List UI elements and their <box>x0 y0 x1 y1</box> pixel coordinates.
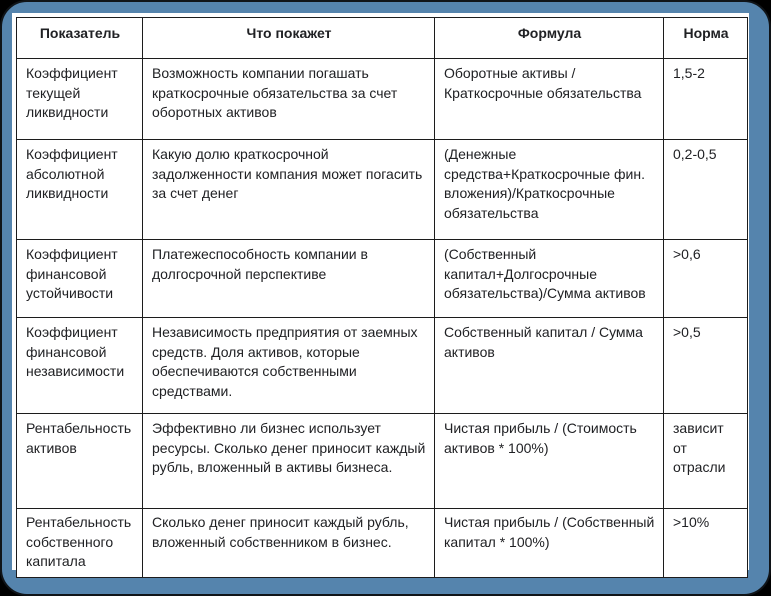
table-row <box>17 318 748 414</box>
financial-indicators-table <box>16 17 748 578</box>
cell-indicator: Коэффициент текущей ликвидности <box>17 59 143 140</box>
cell-formula: (Денежные средства+Краткосрочные фин. вложения)/Краткосрочные обязательства <box>435 140 664 240</box>
header-description: Что покажет <box>143 18 435 59</box>
cell-norm: >0,5 <box>664 318 748 414</box>
cell-formula: Чистая прибыль / (Стоимость активов * 100%) <box>435 414 664 509</box>
header-row <box>17 18 748 59</box>
cell-norm: >10% <box>664 509 748 578</box>
table-card <box>12 13 749 570</box>
cell-norm: >0,6 <box>664 240 748 318</box>
table-row <box>17 509 748 578</box>
cell-formula: Чистая прибыль / (Собственный капитал * 100%) <box>435 509 664 578</box>
cell-formula: Оборотные активы / Краткосрочные обязательства <box>435 59 664 140</box>
cell-formula: Собственный капитал / Сумма активов <box>435 318 664 414</box>
table-row <box>17 140 748 240</box>
cell-norm: 1,5-2 <box>664 59 748 140</box>
header-norm: Норма <box>664 18 748 59</box>
cell-formula: (Собственный капитал+Долгосрочные обязательства)/Сумма активов <box>435 240 664 318</box>
cell-description: Какую долю краткосрочной задолженности компания может погасить за счет денег <box>143 140 435 240</box>
cell-norm: 0,2-0,5 <box>664 140 748 240</box>
table-row <box>17 59 748 140</box>
cell-indicator: Рентабельность активов <box>17 414 143 509</box>
cell-indicator: Коэффициент абсолютной ликвидности <box>17 140 143 240</box>
cell-indicator: Коэффициент финансовой устойчивости <box>17 240 143 318</box>
table-row <box>17 240 748 318</box>
cell-indicator: Рентабельность собственного капитала <box>17 509 143 578</box>
cell-description: Платежеспособность компании в долгосрочной перспективе <box>143 240 435 318</box>
cell-description: Возможность компании погашать краткосрочные обязательства за счет оборотных активов <box>143 59 435 140</box>
cell-description: Сколько денег приносит каждый рубль, вложенный собственником в бизнес. <box>143 509 435 578</box>
cell-norm: зависит от отрасли <box>664 414 748 509</box>
cell-indicator: Коэффициент финансовой независимости <box>17 318 143 414</box>
table-row <box>17 414 748 509</box>
header-formula: Формула <box>435 18 664 59</box>
header-indicator: Показатель <box>17 18 143 59</box>
cell-description: Независимость предприятия от заемных средств. Доля активов, которые обеспечиваются собственными средствами. <box>143 318 435 414</box>
cell-description: Эффективно ли бизнес использует ресурсы. Сколько денег приносит каждый рубль, вложенный в активы бизнеса. <box>143 414 435 509</box>
